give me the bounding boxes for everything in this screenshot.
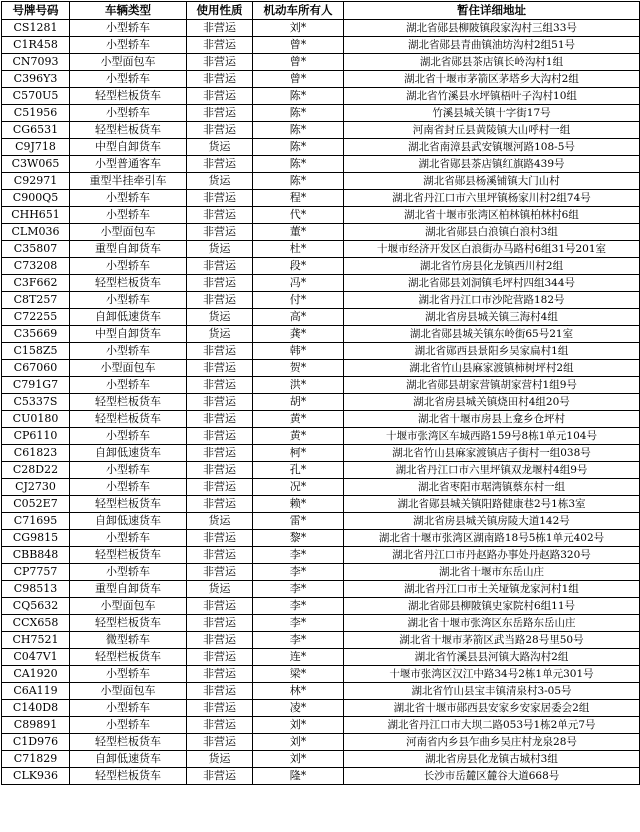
vehicle-type-cell: 轻型栏板货车 <box>70 496 187 513</box>
plate-cell: CCX658 <box>2 615 70 632</box>
owner-cell: 黄* <box>253 428 344 445</box>
usage-cell: 非营运 <box>187 71 253 88</box>
table-row <box>2 224 640 241</box>
owner-cell: 刘* <box>253 734 344 751</box>
usage-cell: 非营运 <box>187 666 253 683</box>
plate-cell: C98513 <box>2 581 70 598</box>
address-cell: 河南省封丘县黄陵镇大山呼村一组 <box>344 122 640 139</box>
table-row <box>2 683 640 700</box>
plate-cell: CLM036 <box>2 224 70 241</box>
owner-cell: 柯* <box>253 445 344 462</box>
vehicle-type-cell: 小型轿车 <box>70 20 187 37</box>
address-cell: 长沙市岳麓区麓谷大道668号 <box>344 768 640 785</box>
plate-cell: C158Z5 <box>2 343 70 360</box>
usage-cell: 非营运 <box>187 394 253 411</box>
vehicle-type-cell: 自卸低速货车 <box>70 445 187 462</box>
usage-cell: 非营运 <box>187 207 253 224</box>
vehicle-type-cell: 轻型栏板货车 <box>70 394 187 411</box>
usage-cell: 非营运 <box>187 547 253 564</box>
table-row <box>2 751 640 768</box>
usage-cell: 货运 <box>187 173 253 190</box>
vehicle-type-cell: 中型自卸货车 <box>70 326 187 343</box>
address-cell: 湖北省十堰市张湾区东岳路东岳山庄 <box>344 615 640 632</box>
owner-cell: 段* <box>253 258 344 275</box>
vehicle-type-cell: 重型半挂牵引车 <box>70 173 187 190</box>
table-row <box>2 20 640 37</box>
table-row <box>2 122 640 139</box>
address-cell: 湖北省丹江口市土关垭镇龙家河村1组 <box>344 581 640 598</box>
usage-cell: 非营运 <box>187 105 253 122</box>
usage-cell: 非营运 <box>187 360 253 377</box>
owner-cell: 凌* <box>253 700 344 717</box>
address-cell: 湖北省郧县茶店镇红旗路439号 <box>344 156 640 173</box>
vehicle-type-cell: 小型轿车 <box>70 462 187 479</box>
vehicle-type-cell: 小型轿车 <box>70 428 187 445</box>
usage-cell: 非营运 <box>187 445 253 462</box>
address-cell: 湖北省十堰市茅箭区武当路28号里50号 <box>344 632 640 649</box>
vehicle-type-cell: 小型轿车 <box>70 530 187 547</box>
vehicle-type-cell: 轻型栏板货车 <box>70 275 187 292</box>
plate-cell: C791G7 <box>2 377 70 394</box>
vehicle-type-cell: 轻型栏板货车 <box>70 768 187 785</box>
table-row <box>2 360 640 377</box>
vehicle-type-cell: 微型轿车 <box>70 632 187 649</box>
plate-cell: C1D976 <box>2 734 70 751</box>
address-cell: 河南省内乡县乍曲乡吴庄村龙泉28号 <box>344 734 640 751</box>
usage-cell: 货运 <box>187 513 253 530</box>
address-cell: 湖北省丹江口市大坝二路053号1栋2单元7号 <box>344 717 640 734</box>
address-cell: 湖北省竹溪县水坪镇梧叶子沟村10组 <box>344 88 640 105</box>
plate-cell: CLK936 <box>2 768 70 785</box>
owner-cell: 杜* <box>253 241 344 258</box>
table-row <box>2 326 640 343</box>
usage-cell: 非营运 <box>187 632 253 649</box>
owner-cell: 付* <box>253 292 344 309</box>
usage-cell: 非营运 <box>187 428 253 445</box>
table-row <box>2 547 640 564</box>
address-cell: 湖北省十堰市房县上龛乡仓坪村 <box>344 411 640 428</box>
vehicle-type-cell: 轻型栏板货车 <box>70 615 187 632</box>
table-row <box>2 54 640 71</box>
owner-cell: 李* <box>253 632 344 649</box>
owner-cell: 陈* <box>253 88 344 105</box>
owner-cell: 李* <box>253 564 344 581</box>
usage-cell: 非营运 <box>187 615 253 632</box>
vehicle-type-cell: 自卸低速货车 <box>70 309 187 326</box>
usage-cell: 非营运 <box>187 258 253 275</box>
address-cell: 湖北省竹山县宝丰镇清泉村3-05号 <box>344 683 640 700</box>
owner-cell: 林* <box>253 683 344 700</box>
address-cell: 湖北省十堰市张湾区湖南路18号5栋1单元402号 <box>344 530 640 547</box>
address-cell: 湖北省丹江口市六里坪镇双龙堰村4组9号 <box>344 462 640 479</box>
usage-cell: 非营运 <box>187 411 253 428</box>
owner-cell: 代* <box>253 207 344 224</box>
usage-cell: 非营运 <box>187 598 253 615</box>
table-row <box>2 156 640 173</box>
table-body <box>2 20 640 785</box>
owner-cell: 陈* <box>253 156 344 173</box>
table-row <box>2 173 640 190</box>
table-row <box>2 139 640 156</box>
usage-cell: 非营运 <box>187 768 253 785</box>
owner-cell: 冯* <box>253 275 344 292</box>
owner-cell: 黎* <box>253 530 344 547</box>
table-row <box>2 615 640 632</box>
plate-cell: C396Y3 <box>2 71 70 88</box>
table-row <box>2 309 640 326</box>
owner-cell: 陈* <box>253 105 344 122</box>
address-cell: 十堰市张湾区汉江中路34号2栋1单元301号 <box>344 666 640 683</box>
owner-cell: 赖* <box>253 496 344 513</box>
plate-cell: CN7093 <box>2 54 70 71</box>
plate-cell: C3W065 <box>2 156 70 173</box>
usage-cell: 非营运 <box>187 122 253 139</box>
owner-cell: 董* <box>253 224 344 241</box>
vehicle-table <box>1 1 640 785</box>
table-row <box>2 445 640 462</box>
owner-cell: 陈* <box>253 122 344 139</box>
table-row <box>2 632 640 649</box>
owner-cell: 龚* <box>253 326 344 343</box>
vehicle-type-cell: 自卸低速货车 <box>70 513 187 530</box>
address-cell: 湖北省十堰市东岳山庄 <box>344 564 640 581</box>
owner-cell: 李* <box>253 581 344 598</box>
usage-cell: 非营运 <box>187 54 253 71</box>
usage-cell: 非营运 <box>187 717 253 734</box>
table-row <box>2 734 640 751</box>
address-cell: 湖北省郧县城关镇阳路健康巷2号1栋3室 <box>344 496 640 513</box>
vehicle-type-cell: 中型自卸货车 <box>70 139 187 156</box>
address-cell: 湖北省竹溪县县河镇大路沟村2组 <box>344 649 640 666</box>
owner-cell: 雷* <box>253 513 344 530</box>
plate-cell: C052E7 <box>2 496 70 513</box>
plate-cell: CP7757 <box>2 564 70 581</box>
header-owner: 机动车所有人 <box>253 2 344 20</box>
usage-cell: 非营运 <box>187 479 253 496</box>
plate-cell: CP6110 <box>2 428 70 445</box>
address-cell: 湖北省郧县杨溪铺镇大门山村 <box>344 173 640 190</box>
usage-cell: 货运 <box>187 326 253 343</box>
table-row <box>2 292 640 309</box>
address-cell: 湖北省丹江口市丹赵路办事处丹赵路320号 <box>344 547 640 564</box>
vehicle-type-cell: 轻型栏板货车 <box>70 122 187 139</box>
vehicle-type-cell: 小型普通客车 <box>70 156 187 173</box>
vehicle-type-cell: 小型轿车 <box>70 37 187 54</box>
table-row <box>2 700 640 717</box>
table-row <box>2 258 640 275</box>
address-cell: 湖北省郧县白浪镇白浪村3组 <box>344 224 640 241</box>
header-usage: 使用性质 <box>187 2 253 20</box>
vehicle-type-cell: 小型面包车 <box>70 224 187 241</box>
vehicle-type-cell: 小型轿车 <box>70 377 187 394</box>
plate-cell: C67060 <box>2 360 70 377</box>
owner-cell: 梁* <box>253 666 344 683</box>
vehicle-type-cell: 小型轿车 <box>70 666 187 683</box>
address-cell: 湖北省郧县青曲镇油坊沟村2组51号 <box>344 37 640 54</box>
address-cell: 湖北省竹山县麻家渡镇柿树坪村2组 <box>344 360 640 377</box>
header-plate: 号牌号码 <box>2 2 70 20</box>
owner-cell: 陈* <box>253 173 344 190</box>
usage-cell: 非营运 <box>187 343 253 360</box>
vehicle-type-cell: 小型面包车 <box>70 360 187 377</box>
usage-cell: 非营运 <box>187 156 253 173</box>
plate-cell: C61823 <box>2 445 70 462</box>
vehicle-type-cell: 轻型栏板货车 <box>70 547 187 564</box>
plate-cell: C047V1 <box>2 649 70 666</box>
owner-cell: 李* <box>253 598 344 615</box>
vehicle-type-cell: 重型自卸货车 <box>70 241 187 258</box>
vehicle-type-cell: 轻型栏板货车 <box>70 649 187 666</box>
table-row <box>2 88 640 105</box>
address-cell: 湖北省丹江口市六里坪镇杨家川村2组74号 <box>344 190 640 207</box>
owner-cell: 高* <box>253 309 344 326</box>
vehicle-type-cell: 小型轿车 <box>70 207 187 224</box>
owner-cell: 连* <box>253 649 344 666</box>
table-row <box>2 564 640 581</box>
vehicle-type-cell: 小型轿车 <box>70 343 187 360</box>
plate-cell: C570U5 <box>2 88 70 105</box>
owner-cell: 曾* <box>253 54 344 71</box>
plate-cell: C71695 <box>2 513 70 530</box>
table-row <box>2 649 640 666</box>
address-cell: 竹溪县城关镇十字街17号 <box>344 105 640 122</box>
owner-cell: 况* <box>253 479 344 496</box>
address-cell: 湖北省十堰市茅箭区茅塔乡大沟村2组 <box>344 71 640 88</box>
vehicle-type-cell: 小型轿车 <box>70 71 187 88</box>
vehicle-type-cell: 小型轿车 <box>70 479 187 496</box>
plate-cell: C6A119 <box>2 683 70 700</box>
usage-cell: 非营运 <box>187 190 253 207</box>
plate-cell: C92971 <box>2 173 70 190</box>
header-row <box>2 2 640 20</box>
table-row <box>2 462 640 479</box>
table-row <box>2 275 640 292</box>
address-cell: 湖北省十堰市郧西县安家乡安家居委会2组 <box>344 700 640 717</box>
plate-cell: C5337S <box>2 394 70 411</box>
owner-cell: 刘* <box>253 20 344 37</box>
owner-cell: 曾* <box>253 71 344 88</box>
address-cell: 十堰市经济开发区白浪街办马路村6组31号201室 <box>344 241 640 258</box>
table-row <box>2 105 640 122</box>
plate-cell: C72255 <box>2 309 70 326</box>
address-cell: 湖北省郧县胡家营镇胡家营村1组9号 <box>344 377 640 394</box>
address-cell: 湖北省房县城关镇烧田村4组20号 <box>344 394 640 411</box>
plate-cell: CJ2730 <box>2 479 70 496</box>
owner-cell: 孔* <box>253 462 344 479</box>
vehicle-type-cell: 小型面包车 <box>70 54 187 71</box>
usage-cell: 非营运 <box>187 462 253 479</box>
table-row <box>2 496 640 513</box>
plate-cell: C1R458 <box>2 37 70 54</box>
usage-cell: 非营运 <box>187 224 253 241</box>
plate-cell: C35807 <box>2 241 70 258</box>
usage-cell: 非营运 <box>187 20 253 37</box>
address-cell: 湖北省丹江口市沙陀营路182号 <box>344 292 640 309</box>
vehicle-type-cell: 小型面包车 <box>70 683 187 700</box>
vehicle-type-cell: 小型轿车 <box>70 258 187 275</box>
owner-cell: 隆* <box>253 768 344 785</box>
plate-cell: C35669 <box>2 326 70 343</box>
usage-cell: 非营运 <box>187 496 253 513</box>
usage-cell: 非营运 <box>187 564 253 581</box>
owner-cell: 陈* <box>253 139 344 156</box>
owner-cell: 曾* <box>253 37 344 54</box>
address-cell: 湖北省竹房县化龙镇西川村2组 <box>344 258 640 275</box>
vehicle-type-cell: 小型轿车 <box>70 564 187 581</box>
table-row <box>2 71 640 88</box>
vehicle-type-cell: 轻型栏板货车 <box>70 411 187 428</box>
table-row <box>2 768 640 785</box>
vehicle-type-cell: 轻型栏板货车 <box>70 88 187 105</box>
table-row <box>2 394 640 411</box>
usage-cell: 货运 <box>187 241 253 258</box>
vehicle-type-cell: 重型自卸货车 <box>70 581 187 598</box>
plate-cell: C71829 <box>2 751 70 768</box>
plate-cell: C140D8 <box>2 700 70 717</box>
table-row <box>2 513 640 530</box>
address-cell: 湖北省郧县茶店镇长岭沟村1组 <box>344 54 640 71</box>
plate-cell: CS1281 <box>2 20 70 37</box>
address-cell: 湖北省郧县城关镇东岭街65号21室 <box>344 326 640 343</box>
address-cell: 湖北省郧县刘洞镇毛坪村四组344号 <box>344 275 640 292</box>
owner-cell: 刘* <box>253 717 344 734</box>
table-row <box>2 190 640 207</box>
table-row <box>2 241 640 258</box>
vehicle-type-cell: 小型面包车 <box>70 598 187 615</box>
table-row <box>2 666 640 683</box>
table-row <box>2 207 640 224</box>
header-address: 暂住详细地址 <box>344 2 640 20</box>
address-cell: 湖北省郧县柳陂镇史家院村6组11号 <box>344 598 640 615</box>
address-cell: 湖北省房县城关镇房陵大道142号 <box>344 513 640 530</box>
vehicle-type-cell: 轻型栏板货车 <box>70 734 187 751</box>
address-cell: 湖北省房县城关镇三海村4组 <box>344 309 640 326</box>
vehicle-type-cell: 小型轿车 <box>70 190 187 207</box>
address-cell: 湖北省郧县柳陂镇段家沟村三组33号 <box>344 20 640 37</box>
usage-cell: 非营运 <box>187 530 253 547</box>
table-row <box>2 343 640 360</box>
table-row <box>2 717 640 734</box>
owner-cell: 李* <box>253 615 344 632</box>
plate-cell: CU0180 <box>2 411 70 428</box>
vehicle-type-cell: 自卸低速货车 <box>70 751 187 768</box>
usage-cell: 货运 <box>187 751 253 768</box>
usage-cell: 非营运 <box>187 734 253 751</box>
owner-cell: 刘* <box>253 751 344 768</box>
plate-cell: C89891 <box>2 717 70 734</box>
plate-cell: CH7521 <box>2 632 70 649</box>
table-row <box>2 428 640 445</box>
owner-cell: 胡* <box>253 394 344 411</box>
plate-cell: CG9815 <box>2 530 70 547</box>
table-row <box>2 530 640 547</box>
usage-cell: 非营运 <box>187 88 253 105</box>
table-row <box>2 479 640 496</box>
table-row <box>2 598 640 615</box>
usage-cell: 非营运 <box>187 377 253 394</box>
plate-cell: CQ5632 <box>2 598 70 615</box>
owner-cell: 韩* <box>253 343 344 360</box>
table-row <box>2 411 640 428</box>
address-cell: 湖北省房县化龙镇古城村3组 <box>344 751 640 768</box>
table-row <box>2 37 640 54</box>
address-cell: 湖北省南漳县武安镇堰河路108-5号 <box>344 139 640 156</box>
usage-cell: 货运 <box>187 581 253 598</box>
owner-cell: 黄* <box>253 411 344 428</box>
plate-cell: CBB848 <box>2 547 70 564</box>
plate-cell: CG6531 <box>2 122 70 139</box>
usage-cell: 非营运 <box>187 700 253 717</box>
address-cell: 湖北省十堰市张湾区柏林镇柏林村6组 <box>344 207 640 224</box>
plate-cell: C9J718 <box>2 139 70 156</box>
address-cell: 十堰市张湾区车城西路159号8栋1单元104号 <box>344 428 640 445</box>
plate-cell: C900Q5 <box>2 190 70 207</box>
owner-cell: 贺* <box>253 360 344 377</box>
usage-cell: 非营运 <box>187 683 253 700</box>
plate-cell: CA1920 <box>2 666 70 683</box>
address-cell: 湖北省枣阳市琚湾镇蔡东村一组 <box>344 479 640 496</box>
usage-cell: 非营运 <box>187 37 253 54</box>
table-row <box>2 581 640 598</box>
vehicle-type-cell: 小型轿车 <box>70 700 187 717</box>
owner-cell: 程* <box>253 190 344 207</box>
plate-cell: C51956 <box>2 105 70 122</box>
plate-cell: CHH651 <box>2 207 70 224</box>
usage-cell: 非营运 <box>187 649 253 666</box>
usage-cell: 货运 <box>187 309 253 326</box>
address-cell: 湖北省郧西县景阳乡吴家扁村1组 <box>344 343 640 360</box>
owner-cell: 李* <box>253 547 344 564</box>
vehicle-type-cell: 小型轿车 <box>70 292 187 309</box>
usage-cell: 货运 <box>187 139 253 156</box>
usage-cell: 非营运 <box>187 275 253 292</box>
plate-cell: C3F662 <box>2 275 70 292</box>
plate-cell: C28D22 <box>2 462 70 479</box>
table-row <box>2 377 640 394</box>
vehicle-type-cell: 小型轿车 <box>70 105 187 122</box>
address-cell: 湖北省竹山县麻家渡镇店子街村一组038号 <box>344 445 640 462</box>
header-vehicle-type: 车辆类型 <box>70 2 187 20</box>
plate-cell: C73208 <box>2 258 70 275</box>
vehicle-type-cell: 小型轿车 <box>70 717 187 734</box>
plate-cell: C8T257 <box>2 292 70 309</box>
owner-cell: 洪* <box>253 377 344 394</box>
usage-cell: 非营运 <box>187 292 253 309</box>
